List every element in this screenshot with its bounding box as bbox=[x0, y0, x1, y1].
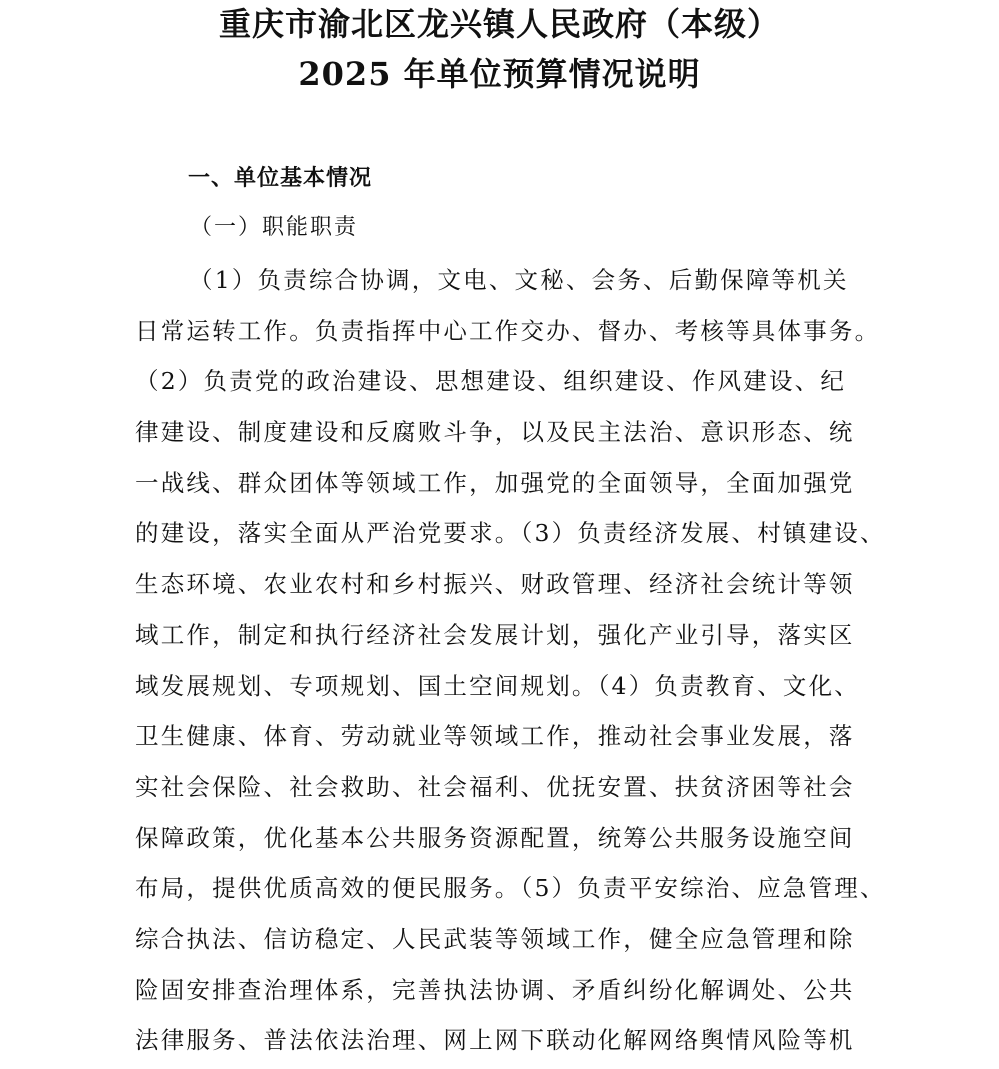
body-line: （1）负责综合协调，文电、文秘、会务、后勤保障等机关 bbox=[189, 266, 849, 294]
subsection-heading-functions: （一）职能职责 bbox=[190, 215, 359, 240]
body-line: （2）负责党的政治建设、思想建设、组织建设、作风建设、纪 bbox=[135, 367, 847, 396]
body-line: 布局，提供优质高效的便民服务。（5）负责平安综治、应急管理、 bbox=[135, 874, 886, 903]
body-line: 律建设、制度建设和反腐败斗争，以及民主法治、意识形态、统 bbox=[135, 418, 855, 447]
body-line: 域工作，制定和执行经济社会发展计划，强化产业引导，落实区 bbox=[135, 620, 855, 649]
body-line: 法律服务、普法依法治理、网上网下联动化解网络舆情风险等机 bbox=[135, 1026, 855, 1055]
body-line: 日常运转工作。负责指挥中心工作交办、督办、考核等具体事务。 bbox=[135, 316, 881, 345]
body-line: 卫生健康、体育、劳动就业等领域工作，推动社会事业发展，落 bbox=[135, 722, 855, 751]
body-line: 实社会保险、社会救助、社会福利、优抚安置、扶贫济困等社会 bbox=[135, 772, 855, 801]
body-line: 生态环境、农业农村和乡村振兴、财政管理、经济社会统计等领 bbox=[135, 570, 855, 599]
body-line: 保障政策，优化基本公共服务资源配置，统筹公共服务设施空间 bbox=[135, 823, 855, 852]
body-line: 一战线、群众团体等领域工作，加强党的全面领导，全面加强党 bbox=[135, 468, 855, 497]
section-heading-basic-info: 一、单位基本情况 bbox=[188, 165, 373, 191]
body-line: 域发展规划、专项规划、国土空间规划。（4）负责教育、文化、 bbox=[135, 671, 861, 700]
body-line: 的建设，落实全面从严治党要求。（3）负责经济发展、村镇建设、 bbox=[135, 519, 886, 548]
body-line: 险固安排查治理体系，完善执法协调、矛盾纠纷化解调处、公共 bbox=[135, 975, 855, 1004]
document-title-line-2: 2025 年单位预算情况说明 bbox=[298, 55, 701, 93]
body-line: 综合执法、信访稳定、人民武装等领域工作，健全应急管理和除 bbox=[135, 924, 855, 953]
body-text bbox=[135, 258, 895, 1069]
document-title-line-1: 重庆市渝北区龙兴镇人民政府（本级） bbox=[218, 5, 780, 43]
